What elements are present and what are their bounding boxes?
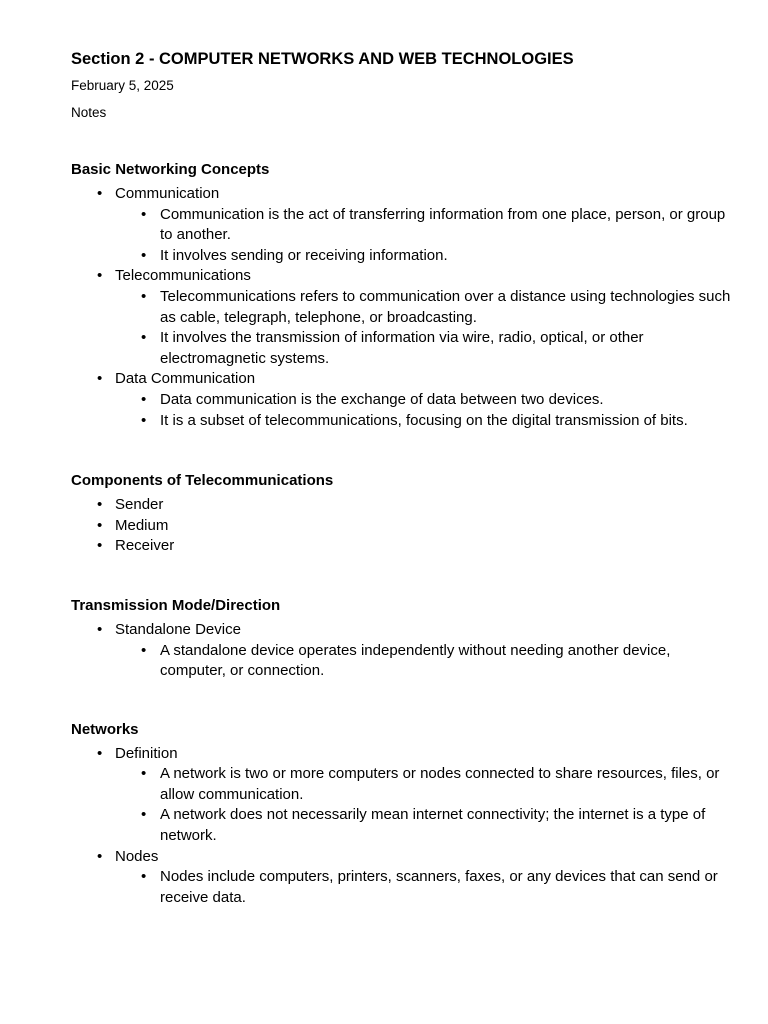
sub-list-item <box>115 411 732 432</box>
bullet-list <box>71 744 732 909</box>
sub-list-item-text: Data communication is the exchange of data between two devices. <box>160 390 604 408</box>
bullet-icon: • <box>141 641 147 659</box>
sub-list-item-text: Nodes include computers, printers, scanners, faxes, or any devices that can send or receive data. <box>160 868 718 906</box>
sub-list-item-text: Communication is the act of transferring information from one place, person, or group to another. <box>160 205 726 244</box>
section-components-of-telecommunications <box>71 471 732 557</box>
list-item <box>71 369 732 431</box>
list-item-label: Definition <box>115 744 178 762</box>
bullet-icon: • <box>141 205 147 223</box>
sub-list-item-text: A network does not necessarily mean internet connectivity; the internet is a type of network. <box>160 806 706 845</box>
sub-list-item-text: A standalone device operates independently without needing another device, computer, or connection. <box>160 641 671 680</box>
sub-bullet-list <box>115 641 732 682</box>
list-item-label: Telecommunications <box>115 267 251 285</box>
section-heading: Transmission Mode/Direction <box>71 596 281 614</box>
sub-list-item <box>115 328 732 369</box>
document-title: Section 2 - COMPUTER NETWORKS AND WEB TECHNOLOGIES <box>71 50 574 68</box>
bullet-list <box>71 620 732 682</box>
list-item <box>71 536 732 557</box>
sub-list-item <box>115 246 732 267</box>
list-item-label: Sender <box>115 496 164 514</box>
bullet-icon: • <box>97 370 103 388</box>
sub-list-item <box>115 867 732 908</box>
list-item <box>71 184 732 266</box>
notes-label: Notes <box>71 105 107 120</box>
bullet-icon: • <box>141 765 147 783</box>
sub-bullet-list <box>115 390 732 431</box>
bullet-icon: • <box>97 516 103 534</box>
section-transmission-mode <box>71 596 732 682</box>
sub-list-item-text: Telecommunications refers to communication over a distance using technologies such as cable, telegraph, telephone, or broadcasting. <box>160 287 731 326</box>
sub-list-item <box>115 805 732 846</box>
list-item-label: Data Communication <box>115 370 256 388</box>
bullet-icon: • <box>141 806 147 824</box>
bullet-icon: • <box>97 185 103 202</box>
list-item <box>71 516 732 537</box>
section-networks <box>71 720 732 909</box>
bullet-icon: • <box>141 868 147 886</box>
bullet-icon: • <box>141 287 147 305</box>
list-item <box>71 495 732 516</box>
bullet-icon: • <box>97 847 103 865</box>
bullet-icon: • <box>141 329 147 347</box>
list-item <box>71 744 732 847</box>
sub-list-item <box>115 287 732 328</box>
section-heading: Components of Telecommunications <box>71 472 334 490</box>
list-item-label: Nodes <box>115 847 159 865</box>
bullet-icon: • <box>141 246 147 264</box>
sub-list-item-text: It involves the transmission of information via wire, radio, optical, or other electromagnetic systems. <box>160 329 644 367</box>
bullet-icon: • <box>141 390 147 408</box>
bullet-icon: • <box>97 267 103 285</box>
bullet-icon: • <box>97 496 103 514</box>
list-item-label: Communication <box>115 185 220 202</box>
sub-bullet-list <box>115 205 732 267</box>
sub-list-item <box>115 205 732 246</box>
bullet-icon: • <box>141 411 147 429</box>
list-item <box>71 266 732 369</box>
bullet-icon: • <box>97 620 103 638</box>
bullet-icon: • <box>97 744 103 762</box>
list-item <box>71 847 732 909</box>
list-item-label: Receiver <box>115 537 175 555</box>
sub-bullet-list <box>115 287 732 369</box>
list-item <box>71 620 732 682</box>
sub-list-item <box>115 764 732 805</box>
sub-list-item-text: It involves sending or receiving information. <box>160 246 448 264</box>
list-item-label: Medium <box>115 516 169 534</box>
bullet-icon: • <box>97 537 103 555</box>
section-heading: Networks <box>71 720 139 738</box>
sub-bullet-list <box>115 764 732 846</box>
sub-list-item <box>115 390 732 411</box>
sub-bullet-list <box>115 867 732 908</box>
section-heading: Basic Networking Concepts <box>71 161 270 178</box>
sub-list-item-text: It is a subset of telecommunications, focusing on the digital transmission of bits. <box>160 411 688 429</box>
document-date: February 5, 2025 <box>71 78 174 93</box>
sub-list-item <box>115 641 732 682</box>
bullet-list <box>71 184 732 431</box>
section-basic-networking-concepts <box>71 160 732 431</box>
list-item-label: Standalone Device <box>115 620 241 638</box>
sub-list-item-text: A network is two or more computers or nodes connected to share resources, files, or allow communication. <box>160 765 720 803</box>
bullet-list <box>71 495 732 557</box>
